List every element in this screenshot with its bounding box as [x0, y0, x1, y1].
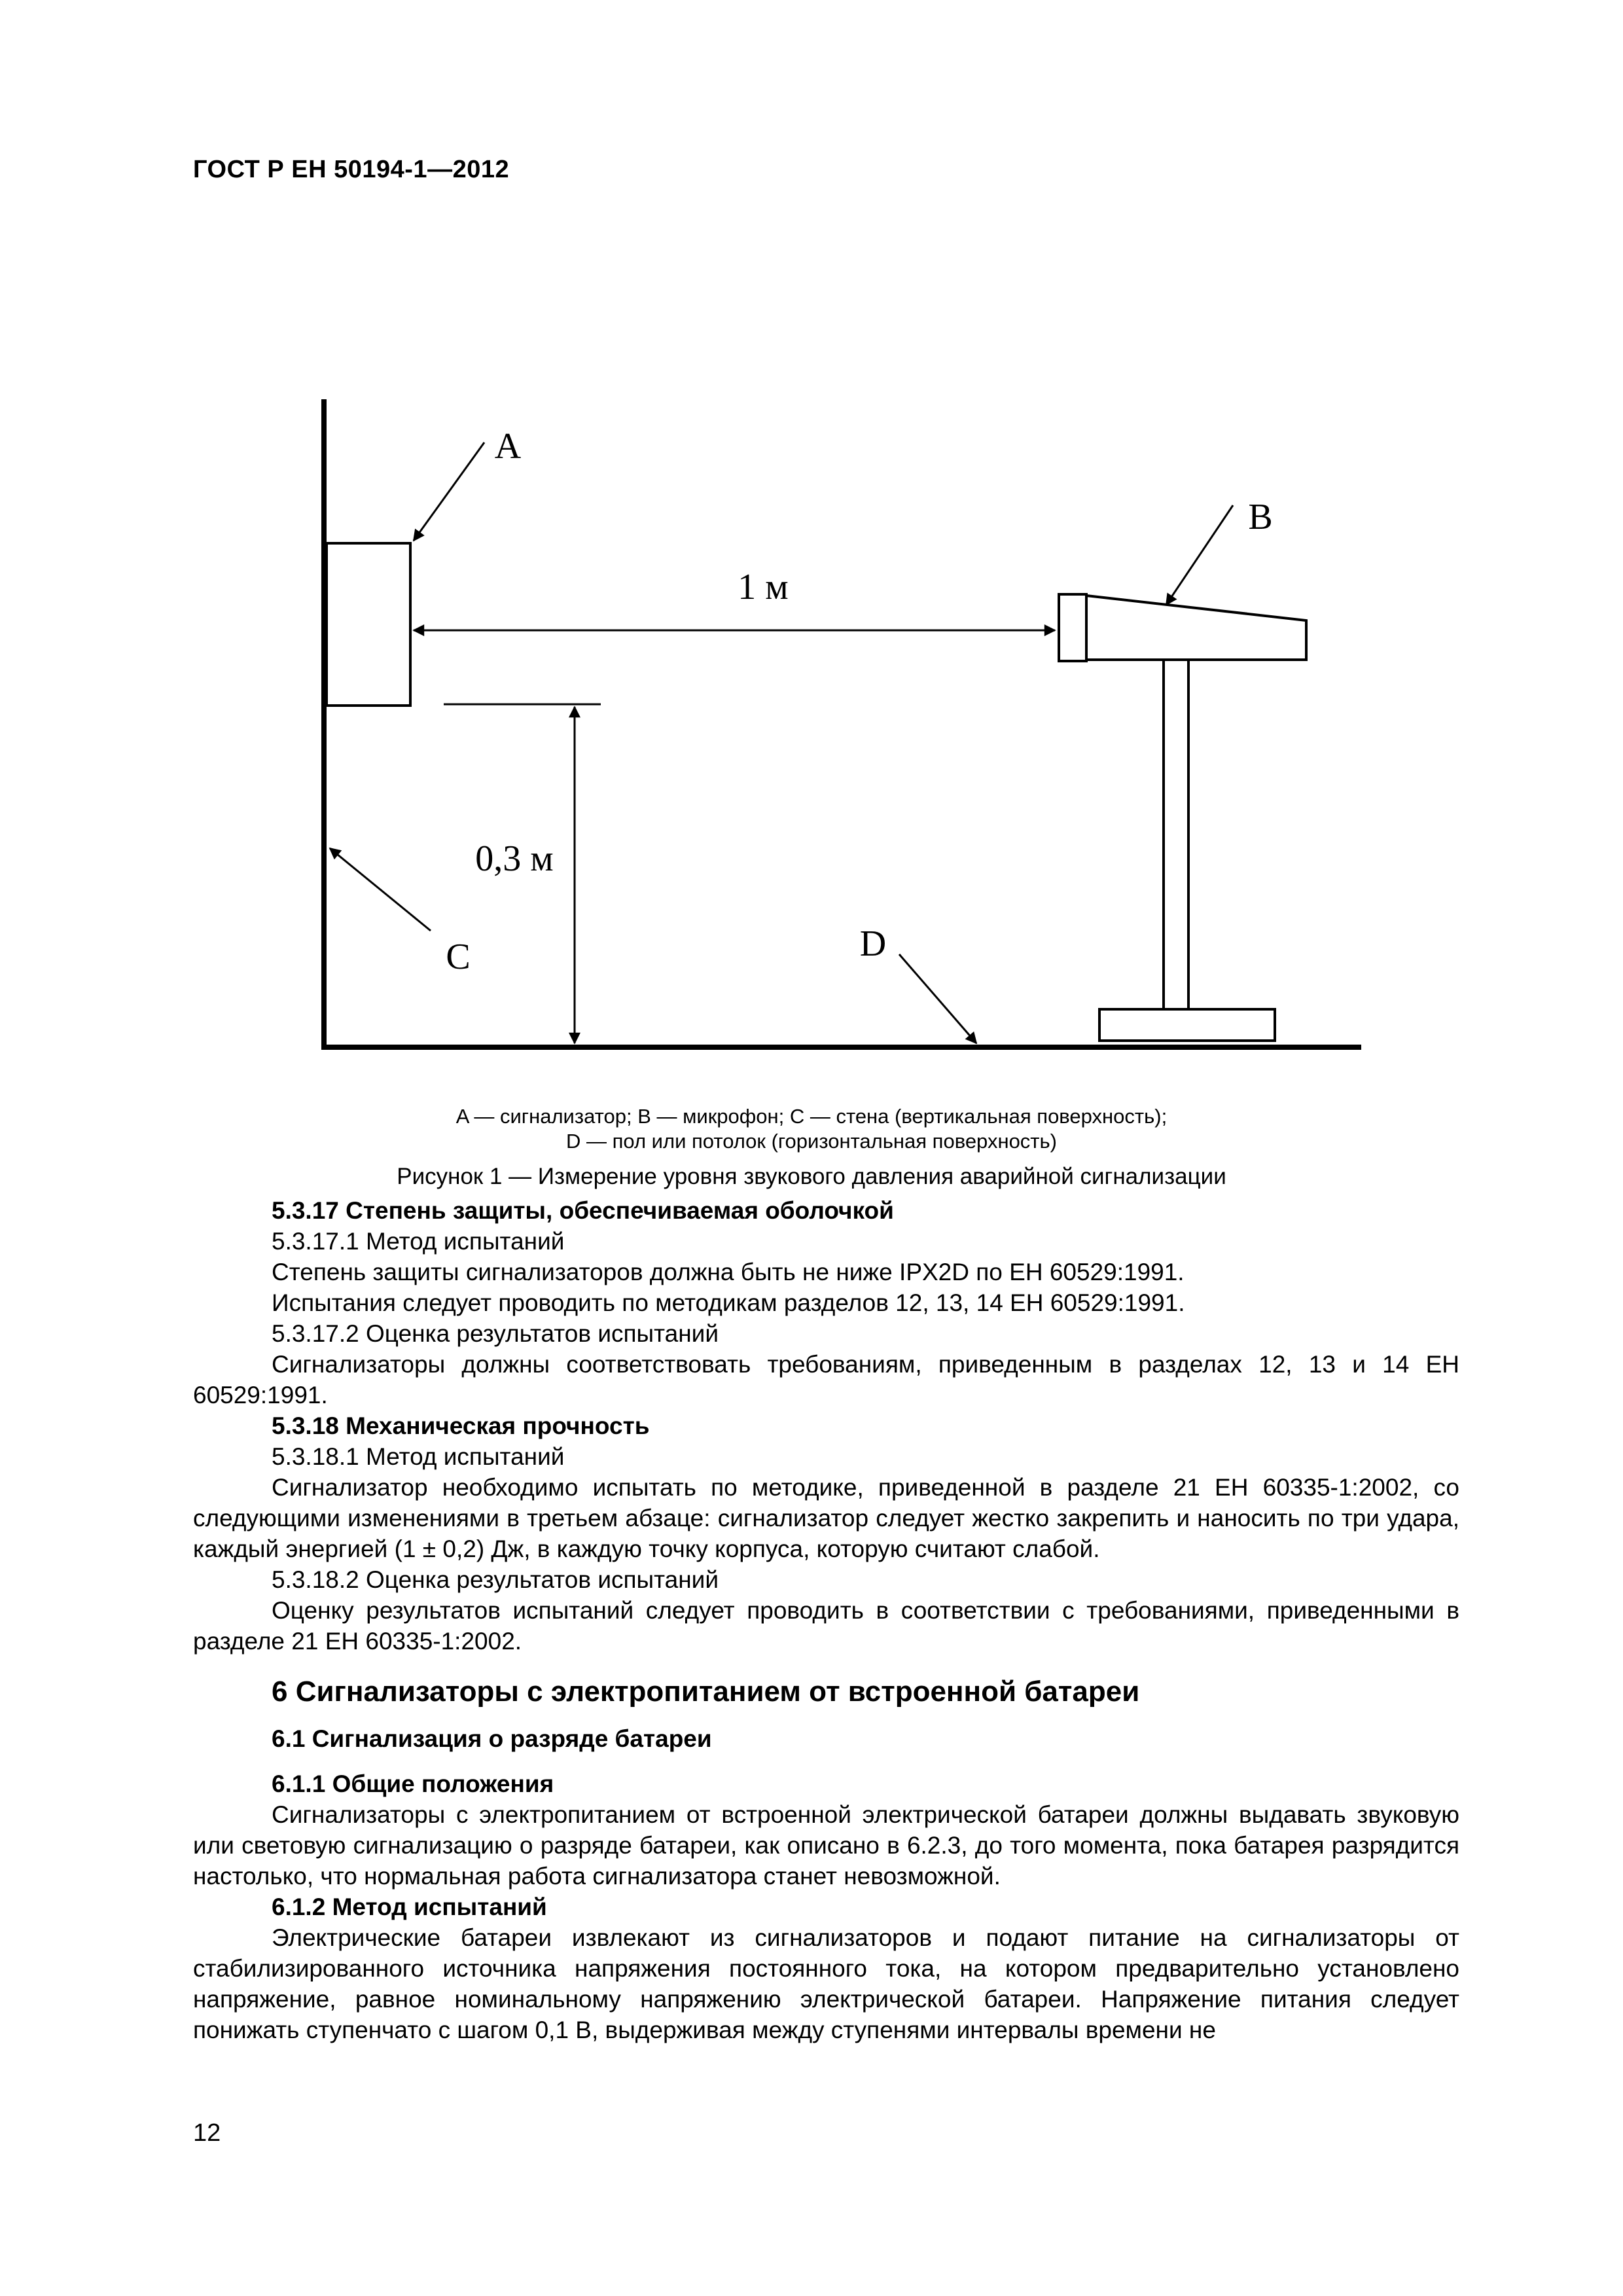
clause-5-3-18-2-heading: 5.3.18.2 Оценка результатов испытаний [272, 1566, 719, 1593]
label-d: D [859, 924, 887, 964]
leader-b [1166, 505, 1233, 605]
label-b: B [1248, 497, 1273, 537]
microphone-stand-pole [1164, 660, 1188, 1009]
leader-c [330, 848, 431, 931]
microphone-body [1086, 596, 1306, 660]
clause-5-3-17-2-heading: 5.3.17.2 Оценка результатов испытаний [272, 1320, 719, 1347]
clause-6-1-2-heading: 6.1.2 Метод испытаний [272, 1893, 547, 1920]
page-number: 12 [193, 2119, 221, 2147]
vertical-distance-label: 0,3 м [475, 838, 554, 879]
paragraph: Электрические батареи извлекают из сигнализаторов и подают питание на сигнализаторы от стабилизированного источника напряжения постоянного тока, на котором предварительно установлено напряжение, равное номинальному напряжению электрической батареи. Напряжение питания следует понижать ступенчато с шагом 0,1 В, выдерживая между ступенями интервалы времени не [193, 1924, 1459, 2043]
paragraph: Степень защиты сигнализаторов должна быть не ниже IPX2D по ЕН 60529:1991. [272, 1259, 1185, 1285]
clause-5-3-17-heading: 5.3.17 Степень защиты, обеспечиваемая оболочкой [272, 1197, 894, 1224]
paragraph: Сигнализаторы с электропитанием от встроенной электрической батареи должны выдавать звуковую или световую сигнализацию о разряде батареи, как описано в 6.2.3, до того момента, пока батарея разрядится настолько, что нормальная работа сигнализатора станет невозможной. [193, 1801, 1459, 1890]
section-6-heading: 6 Сигнализаторы с электропитанием от встроенной батареи [272, 1676, 1140, 1708]
clause-6-1-heading: 6.1 Сигнализация о разряде батареи [272, 1725, 712, 1752]
figure-caption: Рисунок 1 — Измерение уровня звукового давления аварийной сигнализации [397, 1164, 1226, 1189]
alarm-device [327, 543, 410, 706]
paragraph: Сигнализатор необходимо испытать по методике, приведенной в разделе 21 ЕН 60335-1:2002, со следующими изменениями в третьем абзаце: сигнализатор следует жестко закрепить и наносить по три удара, каждый энергией (1 ± 0,2) Дж, в каждую точку корпуса, которую считают слабой. [193, 1474, 1459, 1562]
figure-legend-line-2: D — пол или потолок (горизонтальная поверхность) [566, 1130, 1057, 1153]
clause-5-3-18-1-heading: 5.3.18.1 Метод испытаний [272, 1443, 565, 1470]
microphone-stand-base [1099, 1009, 1275, 1041]
clause-5-3-18-heading: 5.3.18 Механическая прочность [272, 1412, 650, 1439]
leader-d [899, 954, 976, 1043]
paragraph: Оценку результатов испытаний следует проводить в соответствии с требованиями, приведенными в разделе 21 ЕН 60335-1:2002. [193, 1597, 1459, 1655]
measurement-diagram [0, 0, 1623, 1080]
label-a: A [494, 426, 522, 467]
paragraph: Испытания следует проводить по методикам разделов 12, 13, 14 ЕН 60529:1991. [272, 1289, 1185, 1316]
document-header: ГОСТ Р ЕН 50194-1—2012 [193, 156, 510, 183]
horizontal-distance-label: 1 м [738, 567, 789, 607]
label-c: C [446, 937, 471, 977]
clause-5-3-17-1-heading: 5.3.17.1 Метод испытаний [272, 1228, 565, 1255]
clause-6-1-1-heading: 6.1.1 Общие положения [272, 1770, 554, 1797]
leader-a [414, 442, 484, 541]
paragraph: Сигнализаторы должны соответствовать требованиям, приведенным в разделах 12, 13 и 14 ЕН 60529:1991. [193, 1351, 1459, 1408]
document-body [193, 1195, 1459, 2045]
microphone-cap [1059, 594, 1086, 661]
figure-legend-line-1: A — сигнализатор; B — микрофон; C — стена (вертикальная поверхность); [455, 1105, 1168, 1128]
